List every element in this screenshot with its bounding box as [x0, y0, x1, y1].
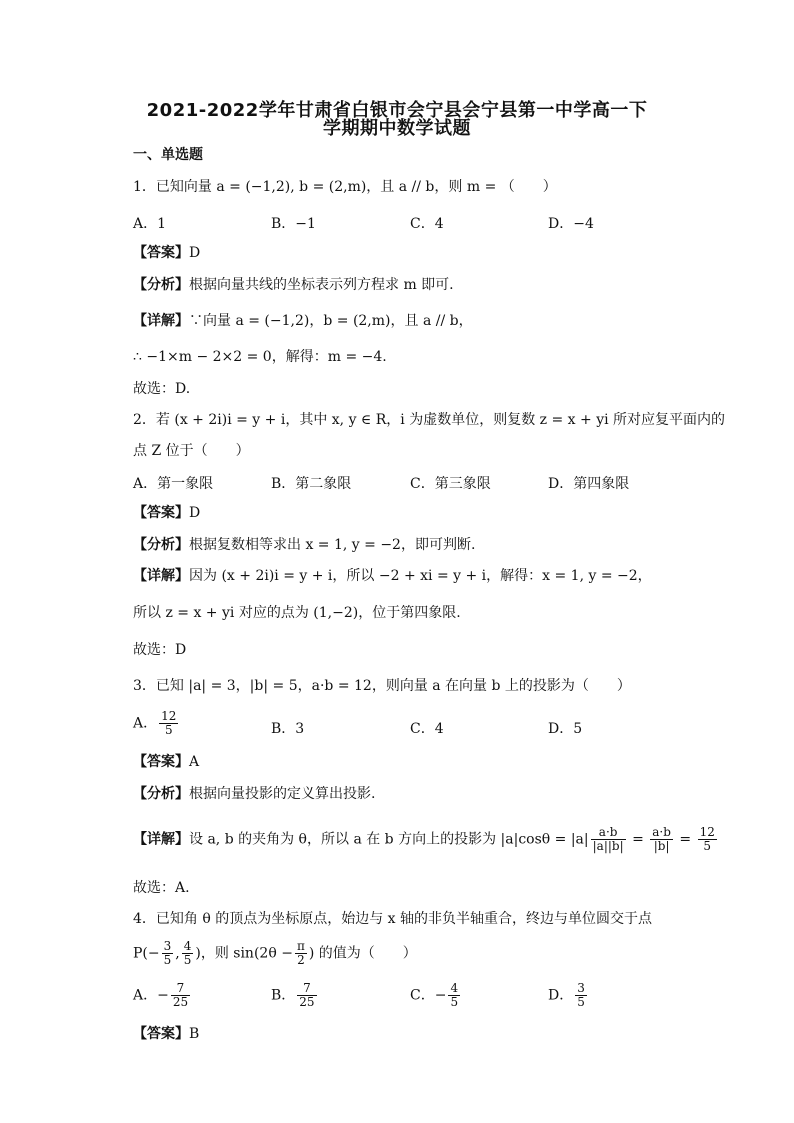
- q4-option-d: [548, 982, 589, 1009]
- analysis-tag: 【分析】: [133, 537, 189, 553]
- fraction-denominator: 5: [163, 953, 172, 967]
- answer-value: B: [189, 1026, 200, 1042]
- answer-tag: 【答案】: [133, 1026, 189, 1042]
- fraction: [591, 826, 626, 853]
- q3-answer: [133, 753, 199, 771]
- document-title-line1: 2021-2022学年甘肃省白银市会宁县会宁县第一中学高一下: [146, 100, 648, 121]
- fraction-denominator: 5: [450, 995, 459, 1009]
- fraction: [698, 826, 717, 853]
- q2-option-d: D．第四象限: [548, 476, 630, 492]
- q2-stem-line2: 点 Z 位于（ ）: [133, 443, 250, 459]
- q2-analysis: [133, 536, 475, 554]
- q4-point-prefix: P(−: [133, 945, 160, 962]
- answer-value: A: [189, 754, 200, 770]
- fraction-numerator: 12: [161, 709, 177, 723]
- option-prefix: A．: [133, 715, 158, 732]
- fraction: [575, 982, 587, 1009]
- detail-tag: 【详解】: [133, 568, 189, 584]
- fraction: [650, 826, 673, 853]
- answer-tag: 【答案】: [133, 754, 189, 770]
- q4-stem-tail: ) 的值为（ ）: [308, 945, 417, 962]
- answer-value: D: [189, 505, 201, 521]
- q3-detail: 【详解】设 a, b 的夹角为 θ，所以 a 在 b 方向上的投影为 |a|cosθ = |a| $\frac{a\cdot b}{|a||b|}$ = $\frac{a\cdot b}{|b|}$ = $\frac{12}{5}$: [133, 825, 715, 853]
- q3-choose: 故选：A.: [133, 880, 190, 896]
- fraction-denominator: 5: [703, 839, 712, 853]
- analysis-tag: 【分析】: [133, 277, 189, 293]
- q3-option-b: B．3: [271, 721, 305, 737]
- answer-value: D: [189, 245, 201, 261]
- fraction-denominator: 5: [164, 723, 173, 737]
- detail-tag: 【详解】: [133, 831, 189, 848]
- analysis-tag: 【分析】: [133, 786, 189, 802]
- detail-tag: 【详解】: [133, 313, 189, 329]
- fraction-denominator: 25: [172, 995, 189, 1009]
- q4-option-b: [271, 982, 319, 1009]
- q3-option-a: [133, 710, 180, 737]
- document-title-line2: 学期期中数学试题: [323, 118, 471, 139]
- q1-detail: [133, 312, 473, 330]
- option-prefix: C．−: [410, 987, 447, 1004]
- section-heading: 一、单选题: [133, 147, 203, 163]
- q1-option-c: C．4: [410, 216, 444, 232]
- fraction-denominator: |a||b|: [592, 839, 624, 853]
- fraction-numerator: π: [296, 939, 305, 953]
- q4-stem-middle: )，则 sin(2θ −: [195, 945, 293, 962]
- analysis-text: 根据向量共线的坐标表示列方程求 m 即可.: [189, 277, 454, 293]
- fraction: [448, 982, 460, 1009]
- option-prefix: D．: [548, 987, 574, 1004]
- fraction: [171, 982, 190, 1009]
- q2-detail: [133, 567, 652, 585]
- fraction: [295, 940, 307, 967]
- q1-option-a: A．1: [133, 216, 167, 232]
- detail-text: ∵向量 a = (−1,2)，b = (2,m)，且 a // b，: [189, 313, 473, 329]
- fraction-denominator: 5: [183, 953, 192, 967]
- q1-stem: 1．已知向量 a = (−1,2), b = (2,m)，且 a // b，则 m = （ ）: [133, 179, 557, 195]
- fraction-numerator: 3: [163, 939, 172, 953]
- q1-answer: [133, 244, 200, 262]
- q1-option-d: D．−4: [548, 216, 594, 232]
- q2-step: 所以 z = x + yi 对应的点为 (1,−2)，位于第四象限.: [133, 605, 461, 621]
- fraction-denominator: |b|: [653, 839, 670, 853]
- detail-text: 因为 (x + 2i)i = y + i，所以 −2 + xi = y + i，解得：x = 1, y = −2，: [189, 568, 652, 584]
- analysis-text: 根据向量投影的定义算出投影.: [189, 786, 376, 802]
- fraction-numerator: 12: [699, 825, 715, 839]
- q4-stem-line1: 4．已知角 θ 的顶点为坐标原点，始边与 x 轴的非负半轴重合，终边与单位圆交于点: [133, 911, 653, 927]
- q3-analysis: [133, 785, 375, 803]
- fraction-numerator: 7: [297, 982, 316, 996]
- fraction: [162, 940, 174, 967]
- q4-answer: [133, 1025, 199, 1043]
- q2-choose: 故选：D: [133, 642, 187, 658]
- q4-point-comma: ,: [175, 945, 180, 962]
- q3-option-d: D．5: [548, 721, 583, 737]
- fraction-numerator: a·b: [591, 826, 626, 840]
- q1-choose: 故选：D.: [133, 381, 191, 397]
- q2-option-c: C．第三象限: [410, 476, 491, 492]
- fraction: [159, 710, 178, 737]
- fraction-numerator: 4: [450, 981, 459, 995]
- fraction-denominator: 2: [297, 953, 305, 967]
- q3-stem: 3．已知 |a| = 3，|b| = 5，a·b = 12，则向量 a 在向量 b 上的投影为（ ）: [133, 678, 631, 694]
- q2-stem-line1: 2．若 (x + 2i)i = y + i，其中 x, y ∈ R，i 为虚数单位，则复数 z = x + yi 所对应复平面内的: [133, 412, 726, 428]
- fraction-denominator: 5: [577, 995, 585, 1009]
- q2-answer: [133, 504, 200, 522]
- q1-analysis: [133, 276, 454, 294]
- fraction: [182, 940, 194, 967]
- detail-text: 设 a, b 的夹角为 θ，所以 a 在 b 方向上的投影为 |a|cosθ = |a|: [189, 831, 589, 848]
- analysis-text: 根据复数相等求出 x = 1, y = −2，即可判断.: [189, 537, 476, 553]
- option-prefix: A．−: [133, 987, 169, 1004]
- q2-option-b: B．第二象限: [271, 476, 352, 492]
- answer-tag: 【答案】: [133, 245, 189, 261]
- fraction-numerator: 7: [171, 982, 190, 996]
- q3-option-c: C．4: [410, 721, 444, 737]
- fraction-numerator: a·b: [652, 825, 671, 839]
- q4-option-c: [410, 982, 462, 1009]
- q2-option-a: A．第一象限: [133, 476, 214, 492]
- q4-stem-line2: [133, 940, 417, 967]
- option-prefix: B．: [271, 987, 296, 1004]
- fraction: [297, 982, 316, 1009]
- answer-tag: 【答案】: [133, 505, 189, 521]
- fraction-numerator: 4: [183, 939, 192, 953]
- fraction-numerator: 3: [577, 981, 585, 995]
- q1-option-b: B．−1: [271, 216, 316, 232]
- fraction-denominator: 25: [299, 995, 315, 1009]
- q4-option-a: [133, 982, 192, 1009]
- q1-step: ∴ −1×m − 2×2 = 0，解得：m = −4.: [133, 349, 387, 365]
